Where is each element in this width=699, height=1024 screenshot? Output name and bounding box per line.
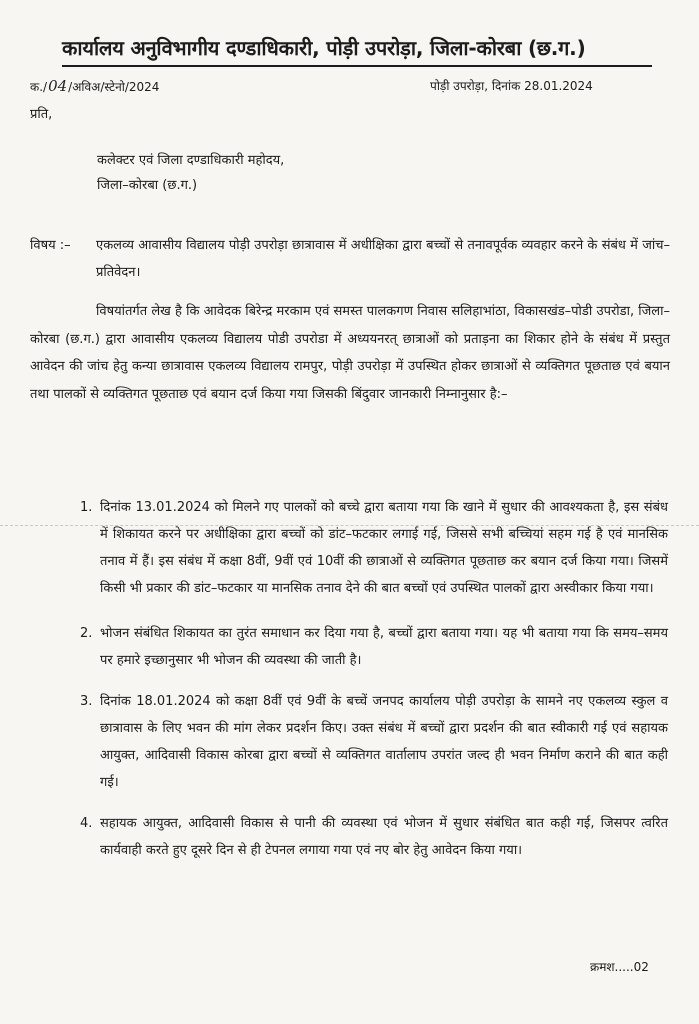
office-letterhead: कार्यालय अनुविभागीय दण्डाधिकारी, पोड़ी उपरोड़ा, जिला-कोरबा (छ.ग.) xyxy=(62,34,652,67)
subject-block xyxy=(30,232,670,286)
item-number: 1. xyxy=(80,500,93,515)
item-number: 2. xyxy=(80,626,93,641)
findings-list xyxy=(80,494,668,864)
continued-marker: क्रमश.....02 xyxy=(590,960,649,974)
item-text: दिनांक 18.01.2024 को कक्षा 8वीं एवं 9वीं के बच्चें जनपद कार्यालय पोड़ी उपरोड़ा के सामने नए एकलव्य स्कुल व छात्रावास के लिए भवन की मांग लेकर प्रदर्शन किए। उक्त संबंध में बच्चों द्वारा प्रदर्शन की बात स्वीकारी गई एवं सहायक आयुक्त, आदिवासी विकास कोरबा द्वारा बच्चों से व्यक्तिगत वार्तालाप उपरांत जल्द ही भवन निर्माण कराने की बात कही गई। xyxy=(100,694,668,790)
list-item xyxy=(80,494,668,602)
list-item xyxy=(80,810,668,864)
addressee-line-2: जिला–कोरबा (छ.ग.) xyxy=(97,178,198,193)
reference-number xyxy=(30,77,159,95)
subject-text: एकलव्य आवासीय विद्यालय पोड़ी उपरोड़ा छात्रावास में अधीक्षिका द्वारा बच्चों से तनावपूर्वक व्यवहार करने के संबंध में जांच–प्रतिवेदन। xyxy=(96,238,670,280)
item-text: भोजन संबंधित शिकायत का तुरंत समाधान कर दिया गया है, बच्चों द्वारा बताया गया। यह भी बताया गया कि समय–समय पर हमारे इच्छानुसार भी भोजन की व्यवस्था की जाती है। xyxy=(100,626,668,668)
list-item xyxy=(80,620,668,674)
prati-label: प्रति, xyxy=(30,107,53,122)
item-text: सहायक आयुक्त, आदिवासी विकास से पानी की व्यवस्था एवं भोजन में सुधार संबंधित बात कही गई, जिसपर त्वरित कार्यवाही करते हुए दूसरे दिन से ही टेपनल लगाया गया एवं नए बोर हेतु आवेदन किया गया। xyxy=(100,816,668,858)
addressee-block xyxy=(97,148,284,198)
item-number: 3. xyxy=(80,694,93,709)
subject-label: विषय :– xyxy=(30,238,71,253)
item-text: दिनांक 13.01.2024 को मिलने गए पालकों को बच्चे द्वारा बताया गया कि खाने में सुधार की आवश्यकता है, इस संबंध में शिकायत करने पर अधीक्षिका द्वारा बच्चों को डांट–फटकार लगाई गई, जिससे सभी बच्चियां सहम गई है एवं मानसिक तनाव में हैं। इस संबंध में कक्षा 8वीं, 9वीं एवं 10वीं की छात्राओं से व्यक्तिगत पूछताछ कर बयान दर्ज किया गया। जिसमें किसी भी प्रकार की डांट–फटकार या मानसिक तनाव देने की बात बच्चों एवं उपस्थित पालकों द्वारा अस्वीकार किया गया। xyxy=(100,500,668,596)
body-paragraph: विषयांतर्गत लेख है कि आवेदक बिरेन्द्र मरकाम एवं समस्त पालकगण निवास सलिहाभांठा, विकासखंड–पोडी उपरोडा, जिला–कोरबा (छ.ग.) द्वारा आवासीय एकलव्य विद्यालय पोडी उपरोडा में अध्ययनरत् छात्राओं को प्रताड़ना का शिकार होने के संबंध में प्रस्तुत आवेदन की जांच हेतु कन्या छात्रावास एकलव्य विद्यालय रामपुर, पोड़ी उपरोड़ा में उपस्थित होकर छात्राओं से व्यक्तिगत पूछताछ एवं बयान तथा पालकों से व्यक्तिगत पूछताछ एवं बयान दर्ज किया गया जिसकी बिंदुवार जानकारी निम्नानुसार है:– xyxy=(30,304,670,402)
place-date: पोड़ी उपरोड़ा, दिनांक 28.01.2024 xyxy=(430,79,593,93)
reference-prefix: क./ xyxy=(30,80,48,94)
list-item xyxy=(80,688,668,796)
addressee-line-1: कलेक्टर एवं जिला दण्डाधिकारी महोदय, xyxy=(97,153,285,168)
item-number: 4. xyxy=(80,816,93,831)
handwritten-number: 04 xyxy=(48,77,68,95)
reference-suffix: /अविअ/स्टेनो/2024 xyxy=(68,80,160,94)
